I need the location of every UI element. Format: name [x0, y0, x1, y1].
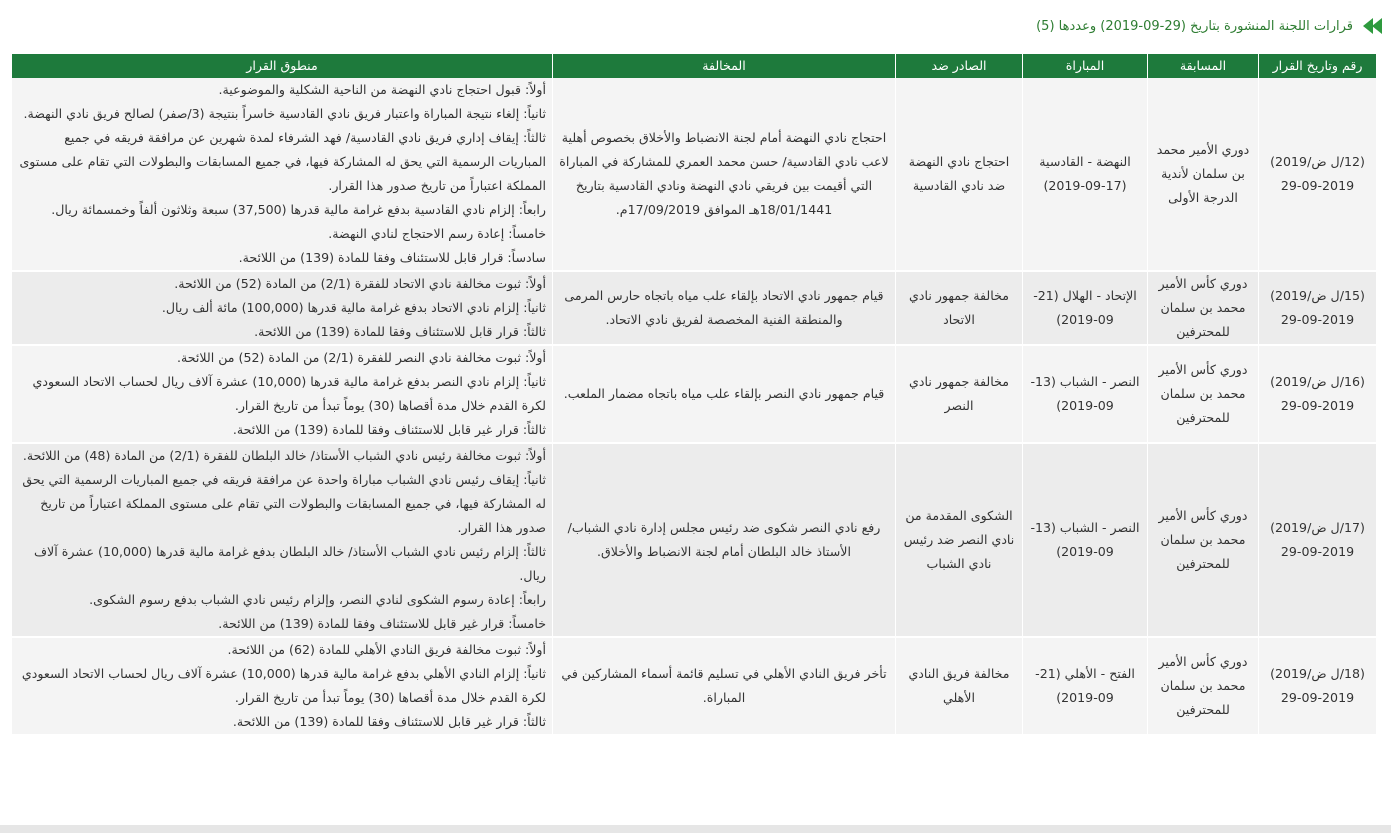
ruling-line: خامساً: قرار غير قابل للاستئناف وفقا للمادة (139) من اللائحة.	[218, 616, 546, 631]
against-cell: مخالفة جمهور نادي الاتحاد	[896, 271, 1023, 345]
table-header-row	[12, 54, 1377, 78]
ruling-line: أولاً: قبول احتجاج نادي النهضة من الناحية الشكلية والموضوعية.	[218, 82, 546, 97]
ruling-cell	[12, 443, 553, 637]
violation-cell: قيام جمهور نادي النصر بإلقاء علب مياه باتجاه مضمار الملعب.	[553, 345, 896, 443]
ruling-line: خامساً: إعادة رسم الاحتجاج لنادي النهضة.	[328, 226, 546, 241]
violation-cell: احتجاج نادي النهضة أمام لجنة الانضباط والأخلاق بخصوص أهلية لاعب نادي القادسية/ حسن محمد العمري للمشاركة في المباراة التي أقيمت بين فريقي نادي النهضة ونادي القادسية بتاريخ 18/01/1441هـ الموافق 17/09/2019م.	[553, 78, 896, 271]
column-header: رقم وتاريخ القرار	[1259, 54, 1377, 78]
column-header: الصادر ضد	[896, 54, 1023, 78]
column-header: المباراة	[1023, 54, 1148, 78]
ruling-line: ثانياً: إلزام نادي الاتحاد بدفع غرامة مالية قدرها (100,000) مائة ألف ريال.	[161, 300, 546, 315]
column-header: منطوق القرار	[12, 54, 553, 78]
table-row	[12, 271, 1377, 345]
violation-cell: تأخر فريق النادي الأهلي في تسليم قائمة أسماء المشاركين في المباراة.	[553, 637, 896, 735]
ruling-line: ثالثاً: قرار قابل للاستئناف وفقا للمادة (139) من اللائحة.	[254, 324, 546, 339]
match-cell: النصر - الشباب (13-09-2019)	[1023, 345, 1148, 443]
decision-cell: (17/ل ض/2019) 2019-09-29	[1259, 443, 1377, 637]
decision-cell: (12/ل ض/2019) 2019-09-29	[1259, 78, 1377, 271]
violation-cell: رفع نادي النصر شكوى ضد رئيس مجلس إدارة نادي الشباب/ الأستاذ خالد البلطان أمام لجنة الانضباط والأخلاق.	[553, 443, 896, 637]
competition-cell: دوري كأس الأمير محمد بن سلمان للمحترفين	[1148, 345, 1259, 443]
ruling-line: ثانياً: إلزام نادي النصر بدفع غرامة مالية قدرها (10,000) عشرة آلاف ريال لحساب الاتحاد السعودي لكرة القدم خلال مدة أقصاها (30) يوماً تبدأ من تاريخ القرار.	[32, 374, 546, 413]
ruling-cell	[12, 637, 553, 735]
table-row	[12, 443, 1377, 637]
table-row	[12, 637, 1377, 735]
table-row	[12, 345, 1377, 443]
against-cell: مخالفة جمهور نادي النصر	[896, 345, 1023, 443]
competition-cell: دوري كأس الأمير محمد بن سلمان للمحترفين	[1148, 271, 1259, 345]
decision-cell: (16/ل ض/2019) 2019-09-29	[1259, 345, 1377, 443]
ruling-line: ثالثاً: إيقاف إداري فريق نادي القادسية/ فهد الشرفاء لمدة شهرين عن مرافقة فريقه في جميع المباريات الرسمية التي يحق له المشاركة فيها، في جميع المسابقات والبطولات التي تقام على مستوى المملكة اعتباراً من تاريخ صدور هذا القرار.	[19, 130, 546, 193]
ruling-line: أولاً: ثبوت مخالفة نادي النصر للفقرة (2/1) من المادة (52) من اللائحة.	[176, 350, 546, 365]
column-header: المسابقة	[1148, 54, 1259, 78]
violation-cell: قيام جمهور نادي الاتحاد بإلقاء علب مياه باتجاه حارس المرمى والمنطقة الفنية المخصصة لفريق نادي الاتحاد.	[553, 271, 896, 345]
ruling-line: ثانياً: إلزام النادي الأهلي بدفع غرامة مالية قدرها (10,000) عشرة آلاف ريال لحساب الاتحاد السعودي لكرة القدم خلال مدة أقصاها (30) يوماً تبدأ من تاريخ القرار.	[21, 666, 546, 705]
table-row	[12, 78, 1377, 271]
match-cell: النصر - الشباب (13-09-2019)	[1023, 443, 1148, 637]
ruling-line: سادساً: قرار قابل للاستئناف وفقا للمادة (139) من اللائحة.	[238, 250, 546, 265]
column-header: المخالفة	[553, 54, 896, 78]
decision-cell: (18/ل ض/2019) 2019-09-29	[1259, 637, 1377, 735]
ruling-line: ثالثاً: قرار غير قابل للاستئناف وفقا للمادة (139) من اللائحة.	[232, 422, 546, 437]
competition-cell: دوري كأس الأمير محمد بن سلمان للمحترفين	[1148, 637, 1259, 735]
match-cell: الفتح - الأهلي (21-09-2019)	[1023, 637, 1148, 735]
decision-cell: (15/ل ض/2019) 2019-09-29	[1259, 271, 1377, 345]
against-cell: الشكوى المقدمة من نادي النصر ضد رئيس نادي الشباب	[896, 443, 1023, 637]
double-arrow-icon	[1361, 16, 1383, 36]
ruling-line: أولاً: ثبوت مخالفة رئيس نادي الشباب الأستاذ/ خالد البلطان للفقرة (2/1) من المادة (48) من اللائحة.	[22, 448, 546, 463]
match-cell: الإتحاد - الهلال (21-09-2019)	[1023, 271, 1148, 345]
section-title: قرارات اللجنة المنشورة بتاريخ (29-09-2019) وعددها (5)	[1036, 18, 1353, 34]
ruling-cell	[12, 345, 553, 443]
ruling-line: ثانياً: إلغاء نتيجة المباراة واعتبار فريق نادي القادسية خاسراً بنتيجة (3/صفر) لصالح فريق نادي النهضة.	[23, 106, 546, 121]
ruling-line: رابعاً: إعادة رسوم الشكوى لنادي النصر، وإلزام رئيس نادي الشباب بدفع رسوم الشكوى.	[89, 592, 546, 607]
ruling-line: رابعاً: إلزام نادي القادسية بدفع غرامة مالية قدرها (37,500) سبعة وثلاثون ألفاً وخمسمائة ريال.	[51, 202, 546, 217]
ruling-line: ثالثاً: قرار غير قابل للاستئناف وفقا للمادة (139) من اللائحة.	[232, 714, 546, 729]
competition-cell: دوري الأمير محمد بن سلمان لأندية الدرجة الأولى	[1148, 78, 1259, 271]
ruling-cell	[12, 271, 553, 345]
ruling-line: ثالثاً: إلزام رئيس نادي الشباب الأستاذ/ خالد البلطان بدفع غرامة مالية قدرها (10,000) عشرة آلاف ريال.	[34, 544, 546, 583]
ruling-line: أولاً: ثبوت مخالفة فريق النادي الأهلي للمادة (62) من اللائحة.	[227, 642, 546, 657]
footer-band	[0, 825, 1391, 833]
ruling-cell	[12, 78, 553, 271]
decisions-table	[11, 54, 1377, 736]
ruling-line: أولاً: ثبوت مخالفة نادي الاتحاد للفقرة (2/1) من المادة (52) من اللائحة.	[174, 276, 546, 291]
section-header	[8, 14, 1383, 38]
match-cell: النهضة - القادسية (17-09-2019)	[1023, 78, 1148, 271]
against-cell: مخالفة فريق النادي الأهلي	[896, 637, 1023, 735]
ruling-line: ثانياً: إيقاف رئيس نادي الشباب مباراة واحدة عن مرافقة فريقه في جميع المباريات الرسمية التي يحق له المشاركة فيها، في جميع المسابقات والبطولات التي تقام على مستوى المملكة اعتباراً من تاريخ صدور هذا القرار.	[22, 472, 546, 535]
against-cell: احتجاج نادي النهضة ضد نادي القادسية	[896, 78, 1023, 271]
competition-cell: دوري كأس الأمير محمد بن سلمان للمحترفين	[1148, 443, 1259, 637]
